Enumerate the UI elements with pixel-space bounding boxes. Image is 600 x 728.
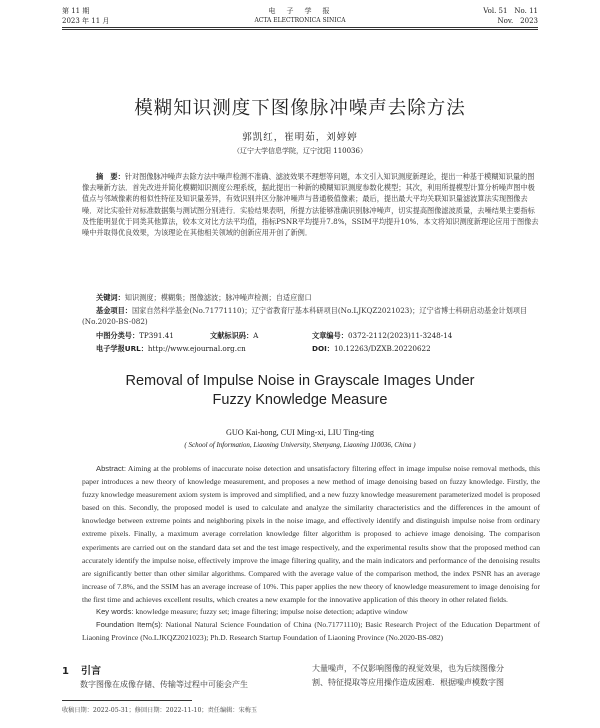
fund-en-label: Foundation Item(s): [96, 620, 163, 629]
abstract-cn-text: 针对图像脉冲噪声去除方法中噪声检测不准确、滤波效果不理想等问题，本文引入知识测度新理论，提出一种基于模糊知识量的图像去噪新方法．首先改进并简化模糊知识测度公理系统，据此提出一种新的模糊知识测度参数化模型；其次，利用所提模型计算分析噪声图中极值点与邻域像素的相似性特征及知识量差异，有效识别并区分脉冲噪声与普通极值像素；最后，提出最大平均关联知识量滤波算法实现图像去噪．对比实验针对标准数据集与测试图分别进行．实验结果表明，所提方法能够准确识别脉冲噪声，切实提高图像滤波质量，去噪结果主要指标及性能明显优于同类其他算法，较本文对比方法平均值，指标PSNR平均提升7.8%，SSIM平均提升10%．本文将知识测度新理论应用于图像去噪中并取得优良效果，为该理论在其他相关领域的创新应用开创了新例． [82, 172, 539, 238]
abstract-cn-label: 摘 要： [96, 172, 125, 181]
affiliation-cn: （辽宁大学信息学院，辽宁沈阳 110036） [233, 147, 367, 155]
body-col-right [312, 662, 540, 690]
doi-label: DOI： [312, 344, 334, 353]
body-col-right-line-2: 割、特征提取等应用操作造成困难．根据噪声模数字图 [312, 678, 504, 687]
footnote-rule [62, 700, 192, 701]
url-link[interactable]: http://www.ejournal.org.cn [147, 344, 246, 353]
header-issue: 第 11 期 [62, 7, 90, 15]
title-en-line-1: Removal of Impulse Noise in Grayscale Images Under [125, 373, 475, 389]
abstract-en-label: Abstract: [96, 464, 126, 473]
affiliation-en: ( School of Information, Liaoning University, Shenyang, Liaoning 110036, China ) [184, 441, 416, 449]
header-rule-2 [62, 29, 538, 30]
fund-cn-label: 基金项目： [96, 306, 132, 315]
article-number-value: 0372-2112(2023)11-3248-14 [347, 331, 453, 340]
keywords-en-label: Key words: [96, 607, 134, 616]
fund-en-text: National Natural Science Foundation of China (No.71771110); Basic Research Project of the Education Department of Liaoning Province (No.LJKQZ2021023); Ph.D. Research Startup Foundation of Liaoning Province (No.2020-BS-082) [82, 620, 541, 643]
abstract-cn [82, 171, 540, 238]
article-number-label: 文章编号： [312, 331, 348, 340]
section-title: 引言 [80, 666, 101, 677]
clc-number [96, 330, 174, 341]
header-journal-en: ACTA ELECTRONICA SINICA [254, 17, 346, 24]
fund-en [82, 618, 540, 644]
header-volume: Vol. 51 No. 11 [483, 7, 538, 15]
received-dates-footnote: 收稿日期：2022-05-31；修回日期：2022-11-10；责任编辑：宋梅玉 [62, 707, 258, 714]
doi [312, 343, 431, 354]
clc-label: 中图分类号： [96, 331, 140, 340]
header-month: Nov. 2023 [497, 17, 538, 25]
doi-link[interactable]: 10.12263/DZXB.20220622 [333, 344, 431, 353]
authors-en: GUO Kai-hong, CUI Ming-xi, LIU Ting-ting [225, 428, 375, 437]
clc-value: TP391.41 [139, 331, 174, 340]
keywords-cn-text: 知识测度；模糊集；图像滤波；脉冲噪声检测；自适应窗口 [124, 293, 312, 302]
header-journal-cn: 电 子 学 报 [268, 7, 332, 15]
body-col-right-line-1: 大量噪声，不仅影响图像的视觉效果，也为后续图像分 [312, 664, 504, 673]
keywords-cn-label: 关键词： [96, 293, 125, 302]
article-number [312, 330, 452, 341]
header-rule [62, 27, 538, 28]
keywords-en [82, 605, 540, 618]
abstract-en-text: Aiming at the problems of inaccurate noise detection and unsatisfactory filtering effect in image impulse noise removal methods, this paper introduces a new theory of knowledge measurement, and proposes a new method of image denoising based on fuzzy knowledge. Firstly, the fuzzy knowledge measurement axiom system is improved and simplified, and a new fuzzy knowledge measurement parameterized model is proposed based on this. Secondly, the proposed model is used to calculate and analyze the similarity characteristics and the differences in the amount of knowledge between extreme points and neighboring pixels in the noise image, and effectively identify and distinguish impulse noise from ordinary extreme pixels. Finally, a maximum average correlation knowledge filter algorithm is proposed to achieve image denoising. The comparison experiments are carried out on the standard data set and the test image respectively, and the experimental results show that the proposed method can accurately identify the impulse noise, effectively improve the image filtering quality, and the main indicators and performance of the denoising results are significantly better than other similar algorithms. Compared with the average value of the comparison method, the index PSNR has an average increase of 7.8%, and the SSIM has an average increase of 10%. This paper applies the new theory of knowledge measurement to image denoising for the first time and achieves excellent results, which creates a new example for the innovative application of this theory in other related fields. [82, 464, 540, 604]
title-en [0, 372, 600, 410]
keywords-cn [82, 292, 540, 303]
section-heading [62, 662, 101, 677]
title-en-line-2: Fuzzy Knowledge Measure [212, 392, 388, 408]
journal-url [96, 343, 246, 354]
abstract-en [82, 462, 540, 606]
header-date: 2023 年 11 月 [62, 17, 110, 25]
fund-cn [82, 305, 540, 327]
authors-cn: 郭凯红，崔明茹，刘婷婷 [242, 132, 358, 143]
keywords-en-text: knowledge measure; fuzzy set; image filtering; impulse noise detection; adaptive window [135, 607, 408, 616]
section-number: 1 [62, 666, 69, 677]
title-cn: 模糊知识测度下图像脉冲噪声去除方法 [134, 98, 466, 119]
fund-cn-text: 国家自然科学基金(No.71771110)；辽宁省教育厅基本科研项目(No.LJKQZ2021023)；辽宁省博士科研启动基金计划项目(No.2020-BS-082) [82, 306, 528, 327]
doc-code-value: A [253, 331, 259, 340]
doc-code [210, 330, 258, 341]
url-label: 电子学报URL： [96, 344, 148, 353]
doc-code-label: 文献标识码： [210, 331, 254, 340]
body-col-left: 数字图像在成像存储、传输等过程中可能会产生 [80, 680, 248, 689]
